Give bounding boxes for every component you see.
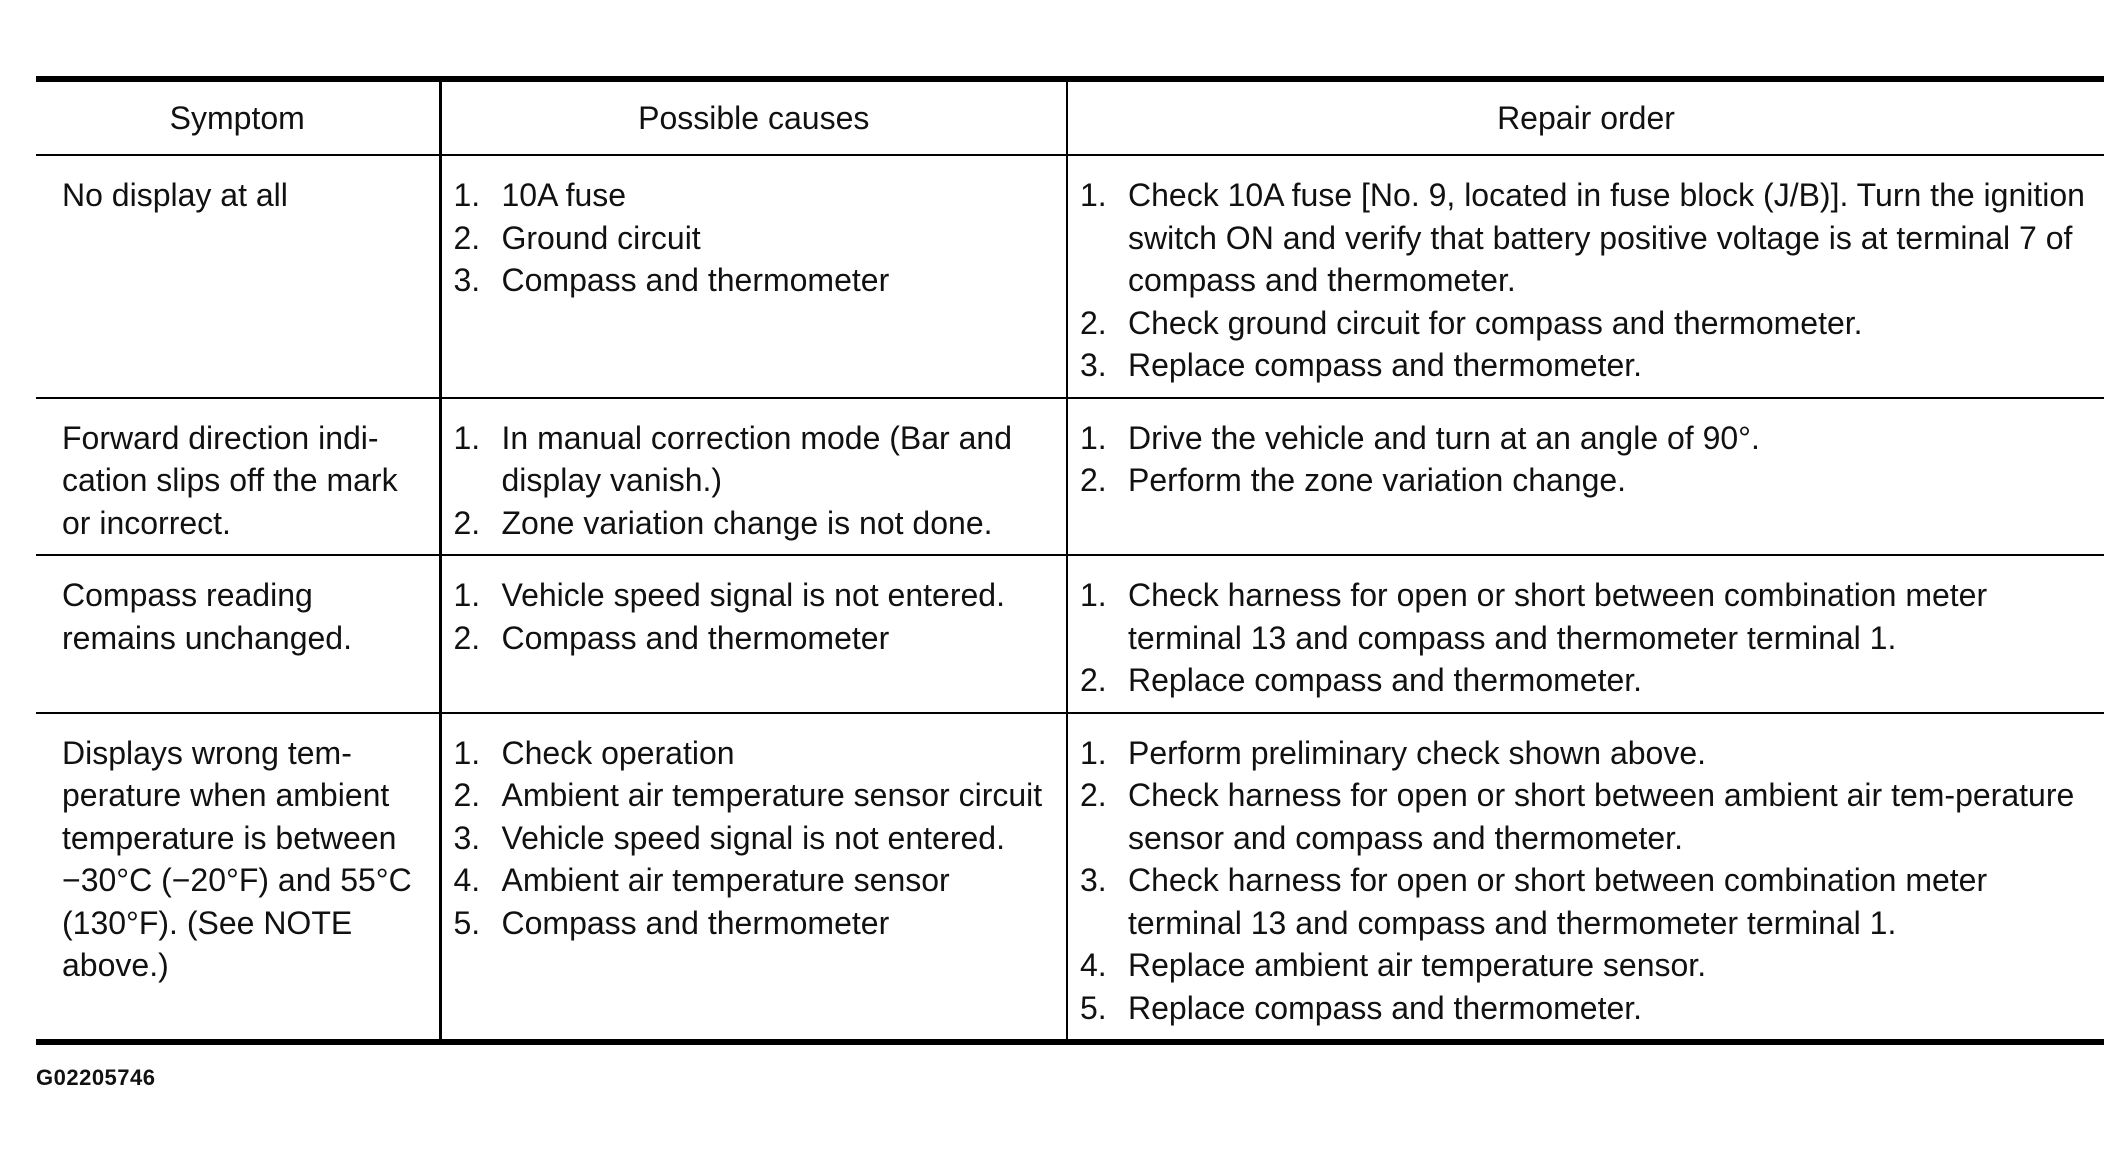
cause-item (454, 502, 1055, 545)
item-number: 2. (453, 219, 481, 256)
repair-step (1080, 774, 2092, 859)
repair-order-cell (1067, 155, 2104, 398)
repair-order-cell (1067, 398, 2104, 556)
item-text: Replace compass and thermometer. (1128, 662, 1643, 698)
item-text: Compass and thermometer (501, 262, 890, 298)
item-text: In manual correction mode (Bar and display vanish.) (501, 419, 1012, 498)
item-number: 5. (453, 904, 481, 941)
item-number: 1. (453, 177, 481, 213)
item-number: 2. (1080, 777, 1107, 813)
repair-step (1080, 302, 2092, 345)
repair-step (1080, 344, 2092, 387)
possible-causes-cell (440, 555, 1067, 713)
item-number: 1. (1080, 177, 1107, 213)
table-body (36, 155, 2104, 1042)
item-text: Zone variation change is not done. (501, 504, 993, 541)
item-text: Perform preliminary check shown above. (1128, 734, 1707, 771)
item-number: 1. (453, 577, 481, 613)
item-text: Ambient air temperature sensor (501, 862, 950, 898)
item-text: Check harness for open or short between combination meter terminal 13 and compass and thermometer terminal 1. (1128, 862, 1988, 941)
repair-steps-list (1080, 574, 2092, 702)
item-number: 2. (453, 619, 481, 656)
repair-step (1080, 574, 2092, 659)
repair-step (1080, 859, 2092, 944)
table-row (36, 398, 2104, 556)
causes-list (454, 732, 1055, 945)
item-number: 4. (453, 862, 481, 898)
cause-item (454, 174, 1055, 217)
repair-order-cell (1067, 713, 2104, 1043)
item-number: 2. (1080, 662, 1107, 698)
repair-step (1080, 659, 2092, 702)
repair-step (1080, 987, 2092, 1030)
item-number: 1. (453, 734, 481, 771)
item-text: Check operation (501, 734, 735, 771)
symptom-cell: Compass reading remains unchanged. (36, 555, 440, 713)
item-text: Compass and thermometer (501, 619, 890, 656)
item-text: Replace ambient air temperature sensor. (1128, 947, 1707, 983)
header-possible-causes: Possible causes (440, 79, 1067, 155)
cause-item (454, 902, 1055, 945)
cause-item (454, 774, 1055, 817)
item-number: 4. (1080, 947, 1107, 983)
symptom-cell: No display at all (36, 155, 440, 398)
item-number: 1. (453, 419, 481, 456)
item-number: 1. (1080, 734, 1107, 771)
item-text: Check ground circuit for compass and thermometer. (1128, 304, 1863, 341)
cause-item (454, 574, 1055, 617)
header-repair-order: Repair order (1067, 79, 2104, 155)
item-number: 3. (453, 819, 481, 856)
table-row (36, 155, 2104, 398)
causes-list (454, 174, 1055, 302)
item-text: Ground circuit (501, 219, 701, 256)
causes-list (454, 574, 1055, 659)
cause-item (454, 617, 1055, 660)
figure-id-label: G02205746 (36, 1065, 156, 1090)
item-text: Vehicle speed signal is not entered. (501, 577, 1005, 613)
item-number: 2. (453, 504, 481, 541)
item-text: Compass and thermometer (501, 904, 890, 941)
item-text: Ambient air temperature sensor circuit (501, 777, 1043, 813)
item-text: Replace compass and thermometer. (1128, 347, 1643, 383)
item-text: Vehicle speed signal is not entered. (501, 819, 1005, 856)
causes-list (454, 417, 1055, 545)
symptom-cell: Displays wrong tem-perature when ambient temperature is between −30°C (−20°F) and 55°C (130°F). (See NOTE above.) (36, 713, 440, 1043)
item-number: 3. (1080, 862, 1107, 898)
cause-item (454, 859, 1055, 902)
table-row (36, 555, 2104, 713)
symptom-cell: Forward direction indi-cation slips off the mark or incorrect. (36, 398, 440, 556)
table-header-row (36, 79, 2104, 155)
item-text: Drive the vehicle and turn at an angle of 90°. (1128, 419, 1760, 456)
item-text: Perform the zone variation change. (1128, 462, 1627, 498)
item-number: 1. (1080, 577, 1107, 613)
repair-step (1080, 174, 2092, 302)
repair-step (1080, 944, 2092, 987)
item-number: 5. (1080, 989, 1107, 1026)
cause-item (454, 417, 1055, 502)
header-symptom: Symptom (36, 79, 440, 155)
repair-step (1080, 417, 2092, 460)
repair-step (1080, 459, 2092, 502)
item-number: 1. (1080, 419, 1107, 456)
cause-item (454, 817, 1055, 860)
repair-step (1080, 732, 2092, 775)
repair-steps-list (1080, 174, 2092, 387)
item-text: 10A fuse (501, 177, 627, 213)
item-text: Check 10A fuse [No. 9, located in fuse block (J/B)]. Turn the ignition switch ON and verify that battery positive voltage is at terminal 7 of compass and thermometer. (1128, 177, 2085, 298)
troubleshooting-table (36, 76, 2104, 1045)
repair-steps-list (1080, 732, 2092, 1030)
item-number: 2. (1080, 462, 1107, 498)
possible-causes-cell (440, 713, 1067, 1043)
item-number: 2. (1080, 304, 1107, 341)
item-number: 2. (453, 777, 481, 813)
item-text: Replace compass and thermometer. (1128, 989, 1643, 1026)
cause-item (454, 732, 1055, 775)
repair-steps-list (1080, 417, 2092, 502)
item-text: Check harness for open or short between combination meter terminal 13 and compass and thermometer terminal 1. (1128, 577, 1988, 656)
table-row (36, 713, 2104, 1043)
item-number: 3. (453, 262, 481, 298)
possible-causes-cell (440, 398, 1067, 556)
item-text: Check harness for open or short between ambient air tem-perature sensor and compass and thermometer. (1128, 777, 2075, 856)
item-number: 3. (1080, 347, 1107, 383)
cause-item (454, 217, 1055, 260)
possible-causes-cell (440, 155, 1067, 398)
cause-item (454, 259, 1055, 302)
repair-order-cell (1067, 555, 2104, 713)
